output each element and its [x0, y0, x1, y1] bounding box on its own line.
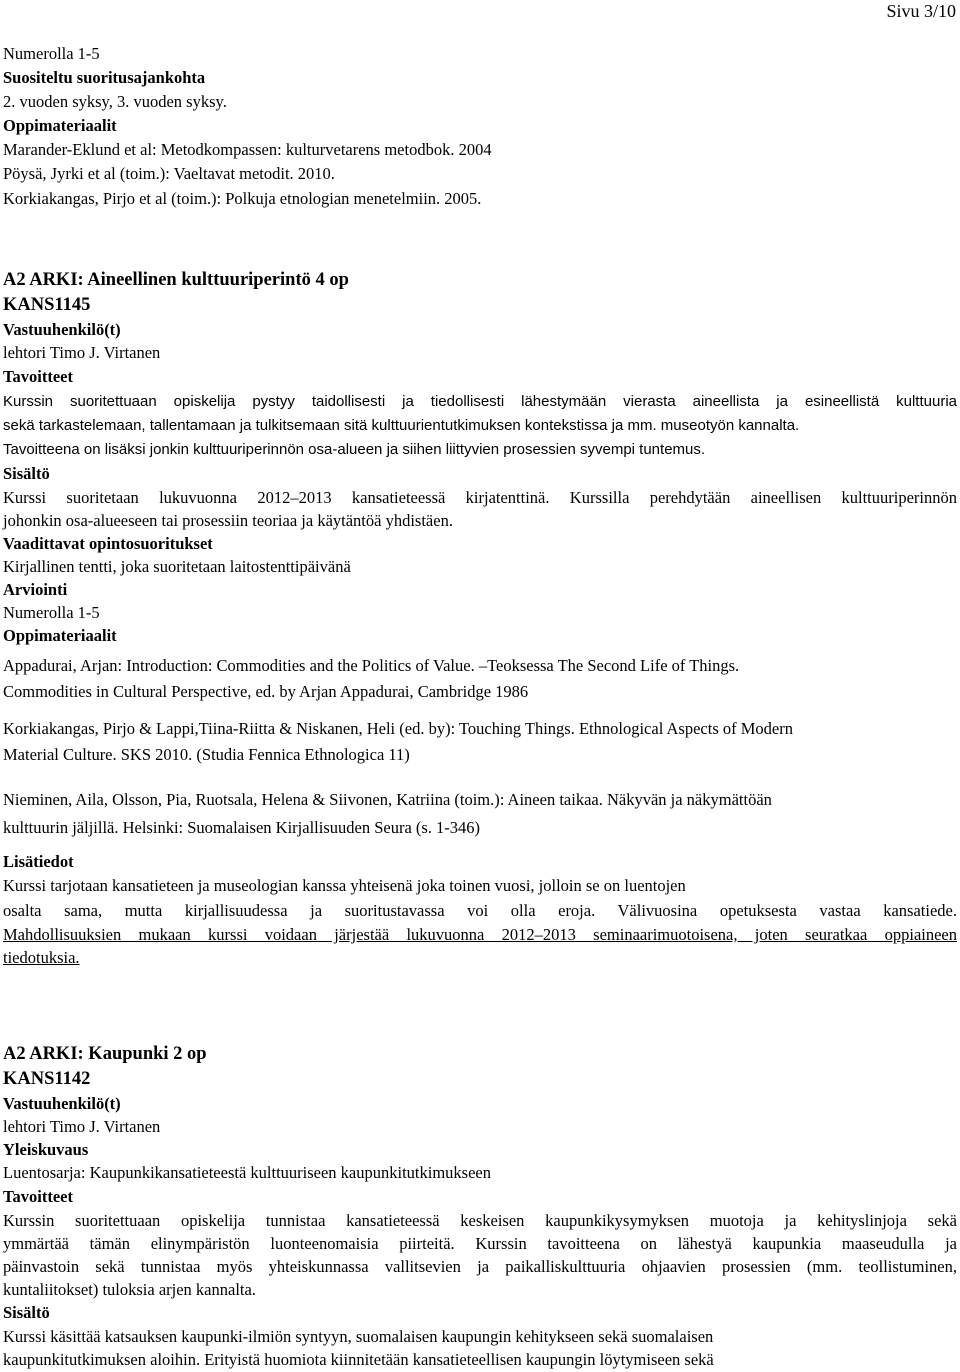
material-item: Commodities in Cultural Perspective, ed. by Arjan Appadurai, Cambridge 1986 [3, 682, 529, 701]
responsible-heading: Vastuuhenkilö(t) [3, 320, 121, 339]
timing-heading: Suositeltu suoritusajankohta [3, 68, 206, 87]
goals-line: Kurssin suoritettuaan opiskelija pystyy taidollisesti ja tiedollisesti lähestymään vierasta aineellista ja esineellistä kulttuuria [3, 393, 957, 410]
responsible-value: lehtori Timo J. Virtanen [3, 1117, 161, 1136]
page-number: Sivu 3/10 [886, 1, 956, 21]
material-item: Korkiakangas, Pirjo & Lappi,Tiina-Riitta & Niskanen, Heli (ed. by): Touching Things. Ethnological Aspects of Modern [3, 719, 793, 738]
material-item: Nieminen, Aila, Olsson, Pia, Ruotsala, Helena & Siivonen, Katriina (toim.): Aineen taikaa. Näkyvän ja näkymättöän [3, 790, 772, 809]
goals-line: Kurssin suoritettuaan opiskelija tunnistaa kansatieteessä keskeisen kaupunkikysymyksen muotoja ja kehityslinjoja sekä [3, 1211, 957, 1230]
material-item: Appadurai, Arjan: Introduction: Commodities and the Politics of Value. –Teoksessa The Second Life of Things. [3, 656, 740, 675]
content-line: Kurssi käsittää katsauksen kaupunki-ilmiön syntyyn, suomalaisen kaupungin kehitykseen sekä suomalaisen [3, 1327, 714, 1346]
responsible-heading: Vastuuhenkilö(t) [3, 1094, 121, 1113]
content-line: johonkin osa-alueeseen tai prosessiin teoriaa ja käytäntöä yhdistäen. [3, 511, 453, 530]
evaluation-heading: Arviointi [3, 580, 68, 599]
material-item: Material Culture. SKS 2010. (Studia Fennica Ethnologica 11) [3, 745, 410, 764]
info-heading: Lisätiedot [3, 852, 74, 871]
goals-line: ymmärtää tämän elinympäristön luonteenomaisia piirteitä. Kurssin tavoitteena on lähestyä kaupunkia maaseudulla ja [3, 1234, 957, 1253]
goals-heading: Tavoitteet [3, 1187, 73, 1206]
goals-heading: Tavoitteet [3, 367, 73, 386]
materials-heading: Oppimateriaalit [3, 116, 117, 135]
goals-line: kuntaliitokset) tuloksia arjen kannalta. [3, 1280, 256, 1299]
content-heading: Sisältö [3, 1303, 50, 1322]
responsible-value: lehtori Timo J. Virtanen [3, 343, 161, 362]
goals-line: sekä tarkastelemaan, tallentamaan ja tulkitsemaan sitä kulttuurientutkimuksen kontekstissa ja mm. museotyön kannalta. [3, 417, 800, 434]
course-title: A2 ARKI: Aineellinen kulttuuriperintö 4 op [3, 270, 349, 290]
content-line: kaupunkitutkimuksen aloihin. Erityistä huomiota kiinnitetään kansatieteellisen kaupungin löytymiseen sekä [3, 1350, 714, 1369]
course-code: KANS1145 [3, 295, 91, 315]
evaluation-value: Numerolla 1-5 [3, 603, 100, 622]
requirements-value: Kirjallinen tentti, joka suoritetaan laitostenttipäivänä [3, 557, 351, 576]
overview-value: Luentosarja: Kaupunkikansatieteestä kulttuuriseen kaupunkitutkimukseen [3, 1163, 491, 1182]
goals-line: päinvastoin sekä tunnistaa myös yhteiskunnassa vallitsevien ja paikalliskulttuuria ohjaavien prosessien (mm. teollistuminen, [3, 1257, 957, 1276]
content-line: Kurssi suoritetaan lukuvuonna 2012–2013 kansatieteessä kirjatenttinä. Kurssilla perehdytään aineellisen kulttuuriperinnön [3, 488, 957, 507]
overview-heading: Yleiskuvaus [3, 1140, 89, 1159]
material-item: Marander-Eklund et al: Metodkompassen: kulturvetarens metodbok. 2004 [3, 140, 492, 159]
info-line: Mahdollisuuksien mukaan kurssi voidaan järjestää lukuvuonna 2012–2013 seminaarimuotoisena, joten seuratkaa oppiaineen [3, 925, 957, 944]
grading-value: Numerolla 1-5 [3, 44, 100, 63]
timing-value: 2. vuoden syksy, 3. vuoden syksy. [3, 92, 227, 111]
info-line: tiedotuksia. [3, 948, 80, 967]
info-line: osalta sama, mutta kirjallisuudessa ja suoritustavassa voi olla eroja. Välivuosina opetuksesta vastaa kansatiede. [3, 901, 957, 920]
material-item: kulttuurin jäljillä. Helsinki: Suomalaisen Kirjallisuuden Seura (s. 1-346) [3, 818, 481, 837]
requirements-heading: Vaadittavat opintosuoritukset [3, 534, 213, 553]
content-heading: Sisältö [3, 464, 50, 483]
course-code: KANS1142 [3, 1069, 91, 1089]
material-item: Pöysä, Jyrki et al (toim.): Vaeltavat metodit. 2010. [3, 164, 335, 183]
goals-line: Tavoitteena on lisäksi jonkin kulttuuriperinnön osa-alueen ja siihen liittyvien prosessien syvempi tuntemus. [3, 441, 706, 458]
material-item: Korkiakangas, Pirjo et al (toim.): Polkuja etnologian menetelmiin. 2005. [3, 189, 482, 208]
materials-heading: Oppimateriaalit [3, 626, 117, 645]
info-line: Kurssi tarjotaan kansatieteen ja museologian kanssa yhteisenä joka toinen vuosi, jolloin se on luentojen [3, 876, 686, 895]
course-title: A2 ARKI: Kaupunki 2 op [3, 1044, 207, 1064]
